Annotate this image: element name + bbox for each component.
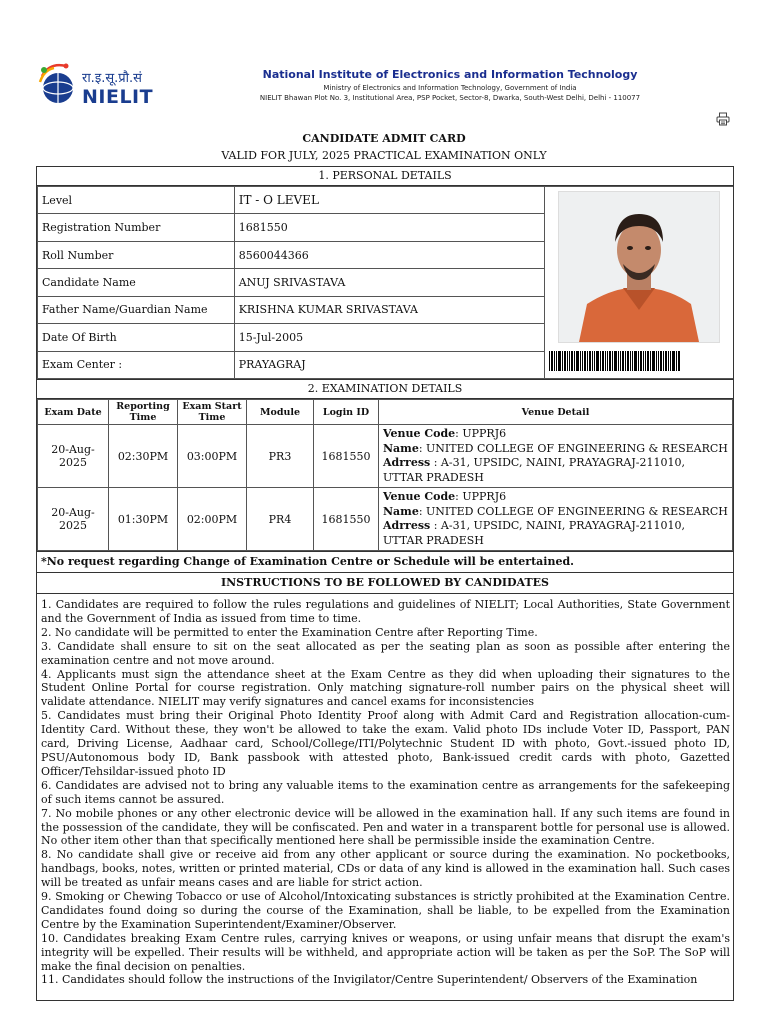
venue-name-label: Name (383, 504, 419, 518)
barcode (549, 351, 681, 371)
column-header: Venue Detail (379, 400, 733, 425)
login-id: 1681550 (314, 425, 379, 488)
table-row (38, 187, 734, 214)
venue-code: UPPRJ6 (462, 490, 507, 503)
instruction-item: 1. Candidates are required to follow the rules regulations and guidelines of NIELIT; Local Authorities, State Government and the Government of India as issued from time to time. (41, 598, 730, 625)
column-header: Exam Date (38, 400, 109, 425)
instruction-item: 6. Candidates are advised not to bring any valuable items to the examination centre as arrangements for the safekeeping of such items cannot be assured. (41, 778, 730, 806)
instructions-heading: INSTRUCTIONS TO BE FOLLOWED BY CANDIDATES (37, 573, 733, 594)
instruction-item: 11. Candidates should follow the instructions of the Invigilator/Centre Superintendent/ Observers of the Examination (41, 973, 698, 987)
admit-card-title-block (0, 132, 768, 162)
venue-address: A-31, UPSIDC, NAINI, PRAYAGRAJ-211010, UTTAR PRADESH (383, 456, 685, 484)
instruction-item: 8. No candidate shall give or receive aid from any other applicant or source during the examination. No pocketbooks, handbags, books, notes, written or printed material, CDs or data of any kind is allowed in the examination hall. Such cases will be treated as unfair means cases and are liable for strict action. (41, 848, 730, 890)
field-value: PRAYAGRAJ (234, 351, 544, 378)
field-value: KRISHNA KUMAR SRIVASTAVA (234, 296, 544, 323)
column-header: Reporting Time (109, 400, 178, 425)
admit-card-title: CANDIDATE ADMIT CARD (302, 132, 466, 145)
field-value: IT - O LEVEL (234, 187, 544, 214)
instruction-item: 4. Applicants must sign the attendance sheet at the Exam Centre as they did when uploading their signatures to the Student Online Portal for course registration. Only matching signature-roll number pairs on the physical sheet will validate attendance. NIELIT may verify signatures and cancel exams for inconsistencies (41, 667, 730, 709)
validity-subtitle: VALID FOR JULY, 2025 PRACTICAL EXAMINATION ONLY (221, 149, 547, 162)
exam-details-table (37, 399, 733, 551)
venue-address-label: Adrress (383, 456, 431, 469)
admit-card-frame (36, 166, 734, 1001)
start-time: 02:00PM (178, 488, 247, 551)
photo-cell (545, 187, 733, 379)
instruction-item: 10. Candidates breaking Exam Centre rules, carrying knives or weapons, or using unfair means that disrupt the exam's integrity will be expelled. Their results will be withheld, and appropriate action will be taken as per the SoP. The SoP will make the final decision on penalties. (41, 931, 730, 973)
field-value: ANUJ SRIVASTAVA (234, 269, 544, 296)
table-row (38, 488, 733, 551)
exam-details-heading: 2. EXAMINATION DETAILS (37, 379, 733, 399)
reporting-time: 01:30PM (109, 488, 178, 551)
column-header: Module (247, 400, 314, 425)
table-header-row (38, 400, 733, 425)
field-value: 15-Jul-2005 (234, 324, 544, 351)
instruction-item: 3. Candidate shall ensure to sit on the seat allocated as per the seating plan as soon as possible after entering the examination centre and not move around. (41, 639, 730, 667)
logo-wordmark: NIELIT (82, 86, 154, 108)
instruction-item: 5. Candidates must bring their Original Photo Identity Proof along with Admit Card and Registration allocation-cum-Identity Card. Without these, they won't be allowed to take the exam. Valid photo IDs include Voter ID, Passport, PAN card, Driving License, Aadhaar card, School/College/ITI/Polytechnic Student ID with photo, Govt.-issued photo ID, PSU/Autonomous body ID, Bank passbook with attested photo, Bank-issued credit cards with photo, Gazetted Officer/Tehsildar-issued photo ID (41, 709, 730, 778)
field-label: Exam Center : (38, 351, 235, 378)
venue-code: UPPRJ6 (462, 427, 507, 440)
field-label: Candidate Name (38, 269, 235, 296)
venue-name: UNITED COLLEGE OF ENGINEERING & RESEARCH (426, 441, 728, 455)
start-time: 03:00PM (178, 425, 247, 488)
module: PR4 (247, 488, 314, 551)
instruction-item: 9. Smoking or Chewing Tobacco or use of Alcohol/Intoxicating substances is strictly prohibited at the Examination Centre. Candidates found doing so during the course of the Examination, shall be liable, to be expelled from the Examination Centre by the Examination Superintendent/Examiner/Observer. (41, 890, 730, 931)
printer-icon[interactable] (716, 112, 730, 126)
personal-details-heading: 1. PERSONAL DETAILS (37, 167, 733, 186)
venue-address-label: Adrress (383, 519, 431, 532)
reporting-time: 02:30PM (109, 425, 178, 488)
field-label: Father Name/Guardian Name (38, 296, 235, 323)
field-label: Date Of Birth (38, 324, 235, 351)
field-label: Registration Number (38, 214, 235, 241)
instruction-item: 2. No candidate will be permitted to enter the Examination Centre after Reporting Time. (41, 625, 538, 639)
exam-date: 20-Aug-2025 (38, 425, 109, 488)
venue-name: UNITED COLLEGE OF ENGINEERING & RESEARCH (426, 504, 728, 518)
field-value: 1681550 (234, 214, 544, 241)
field-label: Roll Number (38, 241, 235, 268)
column-header: Exam Start Time (178, 400, 247, 425)
organization-block (240, 68, 660, 102)
venue-name-label: Name (383, 441, 419, 455)
field-label: Level (38, 187, 235, 214)
address-line: NIELIT Bhawan Plot No. 3, Institutional Area, PSP Pocket, Sector-8, Dwarka, South-West Delhi, Delhi - 110077 (259, 94, 641, 102)
exam-date: 20-Aug-2025 (38, 488, 109, 551)
instructions-list (37, 594, 733, 1000)
page-header (0, 0, 768, 120)
instruction-item: 7. No mobile phones or any other electronic device will be allowed in the examination hall. If any such items are found in the possession of the candidate, they will be confiscated. Pen and water in a transparent bottle for personal use is allowed. No other item other than that specifically mentioned here shall be permissible inside the examination Centre. (41, 806, 730, 848)
module: PR3 (247, 425, 314, 488)
login-id: 1681550 (314, 488, 379, 551)
table-row (38, 425, 733, 488)
venue-code-label: Venue Code (383, 490, 456, 503)
candidate-photo (558, 191, 720, 343)
column-header: Login ID (314, 400, 379, 425)
venue-code-label: Venue Code (383, 427, 456, 440)
venue-detail: Venue Code: UPPRJ6 Name: UNITED COLLEGE OF ENGINEERING & RESEARCH Adrress : A-31, UPSIDC, NAINI, PRAYAGRAJ-211010, UTTAR PRADESH (379, 488, 733, 551)
candidate-photo-image (559, 192, 719, 342)
venue-detail: Venue Code: UPPRJ6 Name: UNITED COLLEGE OF ENGINEERING & RESEARCH Adrress : A-31, UPSIDC, NAINI, PRAYAGRAJ-211010, UTTAR PRADESH (379, 425, 733, 488)
ministry-line: Ministry of Electronics and Information Technology, Government of India (323, 84, 577, 92)
field-value: 8560044366 (234, 241, 544, 268)
logo-hindi-text: रा.इ.सू.प्रौ.सं (82, 71, 142, 86)
personal-details-table (37, 186, 733, 379)
organization-name: National Institute of Electronics and Information Technology (262, 68, 638, 81)
schedule-change-note: *No request regarding Change of Examination Centre or Schedule will be entertained. (37, 551, 733, 573)
venue-address: A-31, UPSIDC, NAINI, PRAYAGRAJ-211010, UTTAR PRADESH (383, 519, 685, 547)
